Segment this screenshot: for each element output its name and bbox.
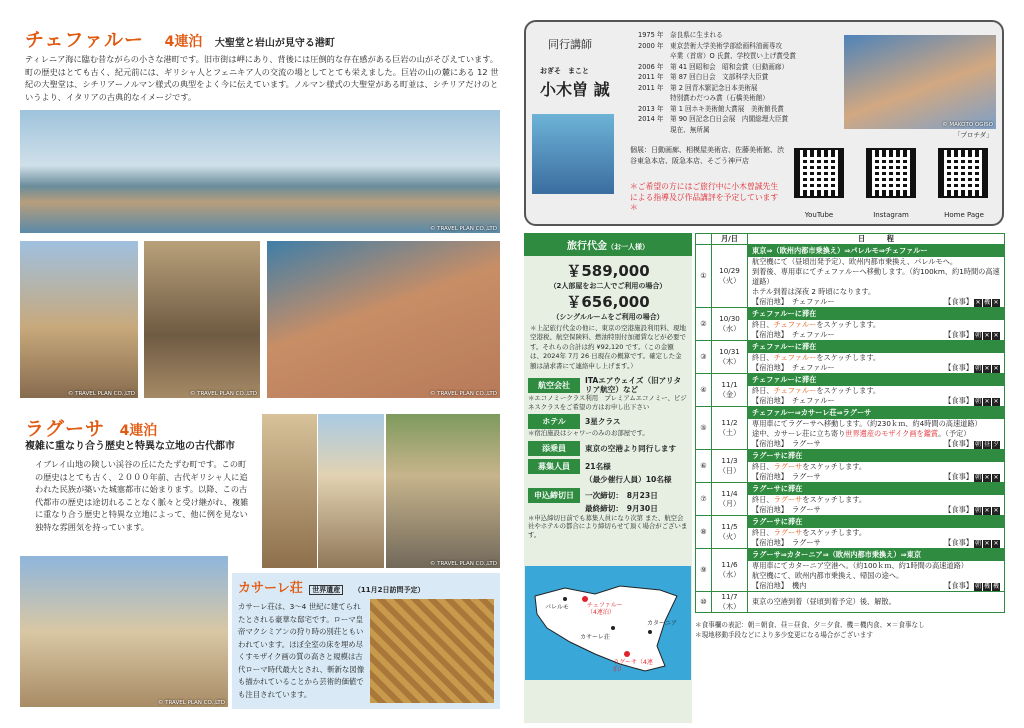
- stay-label: 【宿泊地】: [752, 439, 788, 448]
- meal-icon: 朝: [974, 441, 981, 448]
- stay-place: 機内: [791, 581, 807, 590]
- map-cefalu: チェファルー（4連泊）: [587, 602, 623, 616]
- itinerary-row: [696, 341, 1005, 374]
- price-row: [528, 376, 688, 411]
- day-footer: [748, 396, 1004, 406]
- day-schedule: [748, 592, 1005, 613]
- price-row: [528, 441, 688, 456]
- day-date: 10/31 （木）: [712, 341, 748, 374]
- stay-label: 【宿泊地】: [752, 581, 788, 590]
- day-number: ⑦: [696, 483, 712, 516]
- itinerary-row: [696, 374, 1005, 407]
- footnote-transport: ＊現地移動手段などにより多少変更になる場合がございます: [695, 631, 874, 639]
- day-number: ③: [696, 341, 712, 374]
- map-ragusa: ラグーサ（4連泊）: [613, 659, 653, 673]
- itinerary-row: [696, 245, 1005, 308]
- homepage-label: Home Page: [944, 211, 984, 219]
- career-text: 第 2 回青木繁記念日本美術展: [670, 83, 758, 92]
- meal-icon: 朝: [974, 332, 981, 339]
- instagram-qr[interactable]: [866, 148, 916, 198]
- career-row: [638, 93, 843, 104]
- stay-place: ラグーサ: [791, 505, 821, 514]
- day-number: ①: [696, 245, 712, 308]
- day-line: 終日、チェファルーをスケッチします。: [752, 386, 881, 395]
- price-single: ￥656,000: [566, 293, 650, 311]
- col-date: 月/日: [712, 234, 748, 245]
- meal-icon: ✕: [984, 474, 990, 481]
- day-footer: [748, 297, 1004, 307]
- meal-icon: ✕: [984, 540, 990, 547]
- itinerary-row: [696, 549, 1005, 592]
- day-line: 終日、ラグーサをスケッチします。: [752, 528, 867, 537]
- day-date: 11/5 （火）: [712, 516, 748, 549]
- photo-procida: © MAKOTO OGISO: [844, 35, 996, 129]
- photo-ragusa-street: [262, 414, 317, 568]
- photo-alley: © TRAVEL PLAN CO.,LTD: [144, 241, 260, 398]
- day-line: 途中、カサーレ荘に立ち寄り世界遺産のモザイク画を鑑賞。（予定）: [752, 429, 971, 438]
- ragusa-text: イブレイ山地の険しい渓谷の丘にたたずむ町です。この町の歴史はとても古く、２０００年前、古代ギリシャ人に追われた民族が築いた城塞都市に始まります。以降、この古代都市の歴史は途切れることなく脈々と受け継がれ、複雑に重なり合う歴史と特異な立地によって、他に例を見ない独特な雰囲気を持っています。: [35, 459, 249, 532]
- meal-label: 【食事】: [944, 396, 973, 405]
- photo-rooftops: © TRAVEL PLAN CO.,LTD: [267, 241, 500, 398]
- day-number: ⑧: [696, 516, 712, 549]
- meal-label: 【食事】: [944, 363, 973, 372]
- price-row-value: ITAエアウェイズ（旧アリタリア航空）など: [585, 376, 682, 395]
- price-row-value: 21名様: [585, 461, 611, 471]
- career-row: [638, 30, 843, 41]
- day-schedule: [748, 516, 1005, 549]
- meal-icon: 朝: [974, 474, 981, 481]
- procida-label: 「プロチダ」: [954, 131, 993, 139]
- instagram-label: Instagram: [873, 211, 909, 219]
- day-footer: [748, 363, 1004, 373]
- stay-label: 【宿泊地】: [752, 363, 788, 372]
- stay-label: 【宿泊地】: [752, 538, 788, 547]
- day-line: 専用車にてカターニア空港へ。（約100ｋｍ、約1時間の高速道路）: [752, 561, 968, 570]
- day-heading: ラグーサ⇒カターニア⇒（欧州内都市乗換え）⇒東京: [748, 549, 1004, 561]
- meal-icon: ✕: [993, 507, 999, 514]
- meal-icon: ✕: [984, 398, 990, 405]
- meal-icon: ✕: [984, 507, 990, 514]
- instructor-kana: おぎそ まこと: [540, 67, 589, 75]
- day-line: 航空機にて（昼頃出発予定）、欧州内都市乗換え、パレルモへ。: [752, 257, 958, 266]
- casale-box: [232, 573, 500, 709]
- day-heading: 東京⇒（欧州内都市乗換え）⇒パレルモ⇒チェファルー: [748, 245, 1004, 257]
- day-footer: [748, 538, 1004, 548]
- price-row-value2: 最終締切： 9月30日: [585, 503, 658, 513]
- day-heading: チェファルーに滞在: [748, 341, 1004, 353]
- career-row: [638, 104, 843, 115]
- map-palermo: パレルモ: [545, 604, 569, 611]
- youtube-label: YouTube: [804, 211, 834, 219]
- price-single-note: （シングルルームをご利用の場合）: [552, 313, 664, 321]
- map-catania: カターニア: [647, 620, 678, 627]
- itinerary-row: [696, 407, 1005, 450]
- meal-label: 【食事】: [944, 505, 973, 514]
- meal-label: 【食事】: [944, 538, 973, 547]
- day-footer: [748, 581, 1004, 591]
- meal-icon: ✕: [984, 332, 990, 339]
- price-row: [528, 488, 688, 540]
- exhibit-venues: 日動画廊、相模屋美術店、佐藤美術館、渋谷東急本店、阪急本店、そごう神戸店: [630, 146, 784, 165]
- day-date: 11/1 （金）: [712, 374, 748, 407]
- day-line: 終日、ラグーサをスケッチします。: [752, 462, 867, 471]
- meal-label: 【食事】: [944, 581, 973, 590]
- price-row-key: 航空会社: [528, 378, 580, 393]
- day-footer: [748, 439, 1004, 449]
- stay-place: ラグーサ: [791, 538, 821, 547]
- casale-title: カサーレ荘: [238, 581, 303, 596]
- itinerary-table: [695, 233, 1005, 613]
- career-row: [638, 51, 843, 62]
- cefalu-text: ティレニア海に臨む昔ながらの小さな港町です。旧市街は岬にあり、背後には圧倒的な存在感がある巨岩の山がそびえています。町の歴史はとても古く、紀元前には、ギリシャ人とフェニキア人の交流の場としてとても栄えました。巨岩の山の麓にある 12 世紀の大聖堂は、シチリアーノルマン様式の典型をよく今に伝えています。ノルマン様式の大聖堂がある町並は、シチリアだけのというより、イタリアの古典的なイメージです。: [25, 54, 499, 102]
- career-list: [638, 30, 843, 135]
- footnote-meals: ＊食事欄の表記：朝＝朝食、昼＝昼食、夕＝夕食、機＝機内食、✕＝食事なし: [695, 621, 925, 629]
- career-year: 2013 年: [638, 104, 664, 113]
- itinerary-row: [696, 308, 1005, 341]
- col-schedule: 日 程: [748, 234, 1005, 245]
- day-number: ⑤: [696, 407, 712, 450]
- career-year: [638, 125, 670, 136]
- day-schedule: [748, 341, 1005, 374]
- career-row: [638, 62, 843, 73]
- meal-icon: 昼: [983, 441, 990, 448]
- meal-icon: ✕: [984, 365, 990, 372]
- career-row: [638, 41, 843, 52]
- homepage-qr[interactable]: [938, 148, 988, 198]
- career-text: 特別賞わだつみ賞（石橋美術館）: [670, 94, 769, 102]
- career-text: 現在、無所属: [670, 125, 710, 134]
- price-row-key: 申込締切日: [528, 488, 580, 503]
- ragusa-title: ラグーサ: [25, 418, 106, 440]
- career-row: [638, 83, 843, 94]
- cefalu-header: [25, 25, 505, 52]
- price-double: ￥589,000: [566, 262, 650, 280]
- career-year: 2011 年: [638, 83, 664, 92]
- photo-cathedral: [318, 414, 384, 568]
- career-year: 2011 年: [638, 73, 664, 81]
- day-date: 11/3 （日）: [712, 450, 748, 483]
- day-line: 終日、チェファルーをスケッチします。: [752, 320, 881, 329]
- career-year: 2014 年: [638, 115, 664, 123]
- ragusa-subtitle: 複雑に重なり合う歴史と特異な立地の古代都市: [25, 441, 235, 452]
- youtube-qr[interactable]: [794, 148, 844, 198]
- meal-icon: 朝: [974, 365, 981, 372]
- meal-icon: ✕: [993, 365, 999, 372]
- career-text: 第 1 回ホキ美術館大賞展 美術館長賞: [670, 104, 784, 113]
- casale-date: （11月2日訪問予定）: [353, 586, 425, 594]
- career-row: [638, 72, 843, 83]
- meal-icon: 朝: [974, 398, 981, 405]
- instructor-note: ＊ご希望の方にはご旅行中に小木曽誠先生による指導及び作品講評を予定しています＊: [630, 182, 779, 212]
- day-footer: [748, 505, 1004, 515]
- day-schedule: [748, 245, 1005, 308]
- price-row-value: 一次締切： 8月23日: [585, 490, 658, 500]
- career-text: 第 90 回記念白日会展 内閣総理大臣賞: [670, 115, 789, 123]
- day-number: ⑥: [696, 450, 712, 483]
- cefalu-subtitle: 大聖堂と岩山が見守る港町: [214, 38, 335, 49]
- stay-place: チェファルー: [791, 330, 835, 339]
- day-number: ⑨: [696, 549, 712, 592]
- career-year: 2000 年: [638, 41, 664, 50]
- exhibit-label: 個展：: [630, 146, 651, 154]
- price-rows: [524, 376, 692, 540]
- meal-label: 【食事】: [944, 330, 973, 339]
- casale-text: カサーレ荘は、3〜4 世紀に建てられたとされる豪華な邸宅です。ローマ皇帝マクシミアンの狩り時の別荘ともいわれています。ほぼ全室の床を埋め尽くすモザイク画の質の高さと規模は古代ローマ時代最大とされ、斬新な図像も描かれていることから芸術的価値でも注目されています。: [238, 602, 365, 699]
- day-number: ⑩: [696, 592, 712, 613]
- price-row-value: 東京の空港より同行します: [585, 443, 677, 453]
- price-row: [528, 414, 688, 438]
- itinerary: [695, 233, 1005, 639]
- stay-label: 【宿泊地】: [752, 297, 788, 306]
- career-year: 1975 年: [638, 31, 664, 39]
- career-row: [638, 114, 843, 125]
- career-text: 東京芸術大学美術学部絵画科油画専攻: [670, 41, 783, 50]
- cefalu-title: チェファルー: [25, 29, 145, 51]
- day-schedule: [748, 549, 1005, 592]
- itinerary-row: [696, 450, 1005, 483]
- exhibit: [630, 145, 790, 166]
- meal-icon: 朝: [974, 540, 981, 547]
- day-heading: チェファルーに滞在: [748, 308, 1004, 320]
- day-number: ④: [696, 374, 712, 407]
- day-date: 11/4 （月）: [712, 483, 748, 516]
- price-row-note: ＊エコノミークラス利用 プレミアムエコノミー、ビジネスクラスをご希望の方はお申し出下さい: [528, 394, 687, 411]
- price-row-value: 3星クラス: [585, 417, 621, 427]
- day-heading: ラグーサに滞在: [748, 450, 1004, 462]
- col-no: [696, 234, 712, 245]
- day-date: 10/29 （火）: [712, 245, 748, 308]
- ragusa-nights: 4連泊: [119, 423, 158, 439]
- day-number: ②: [696, 308, 712, 341]
- day-footer: [748, 472, 1004, 482]
- instructor-heading: 同行講師: [548, 38, 592, 51]
- day-schedule: [748, 308, 1005, 341]
- day-schedule: [748, 374, 1005, 407]
- meal-icon: 朝: [974, 507, 981, 514]
- day-date: 11/6 （水）: [712, 549, 748, 592]
- meal-label: 【食事】: [944, 439, 973, 448]
- photo-gate: © TRAVEL PLAN CO.,LTD: [386, 414, 500, 568]
- career-row: [638, 125, 843, 136]
- pin-ragusa: [624, 651, 630, 657]
- photo-mosaic: [370, 599, 494, 703]
- day-date: 10/30 （水）: [712, 308, 748, 341]
- photo-cefalu-panorama: © TRAVEL PLAN CO.,LTD: [20, 110, 500, 233]
- stay-place: ラグーサ: [791, 472, 821, 481]
- instructor-box: [524, 20, 1004, 226]
- meal-icon: ✕: [993, 299, 999, 306]
- stay-place: チェファルー: [791, 396, 835, 405]
- stay-place: チェファルー: [791, 363, 835, 372]
- itinerary-row: [696, 592, 1005, 613]
- day-line: 終日、ラグーサをスケッチします。: [752, 495, 867, 504]
- map-casale: カサーレ荘: [580, 634, 610, 641]
- day-schedule: [748, 407, 1005, 450]
- day-heading: ラグーサに滞在: [748, 516, 1004, 528]
- price-row-value2: （最少催行人員）10名様: [585, 474, 672, 484]
- price-row-note: ＊宿泊施設はシャワーのみのお部屋です。: [528, 429, 649, 438]
- meal-icon: 朝: [974, 583, 981, 590]
- stay-place: ラグーサ: [791, 439, 821, 448]
- day-line: 東京の空港到着（昼頃到着予定）後、解散。: [752, 597, 896, 606]
- meal-icon: ✕: [993, 474, 999, 481]
- pin-palermo: [563, 597, 567, 601]
- day-heading: チェファルー⇒カサーレ荘⇒ラグーサ: [748, 407, 1004, 419]
- meal-icon: 夕: [992, 441, 999, 448]
- day-schedule: [748, 450, 1005, 483]
- meal-icon: ✕: [993, 332, 999, 339]
- price-note: ＊上記旅行代金の他に、東京の空港施設利用料、現地空港税、航空保険料、燃油特別付加運賃などが必要です。それらの合計は約 ¥92,120 です。（この金額は、2024年 7月 26 日現在の概算です。確定した金額は請求書にて連絡申し上げます。）: [530, 324, 686, 370]
- day-line: 到着後、専用車にてチェファルーへ移動します。（約100km、約1時間の高速道路）: [752, 267, 1000, 286]
- photo-instructor: [532, 114, 614, 194]
- career-year: 2006 年: [638, 62, 664, 71]
- meal-label: 【食事】: [944, 472, 973, 481]
- price-heading: 旅行代金（お一人様）: [524, 233, 692, 256]
- day-date: 11/7 （木）: [712, 592, 748, 613]
- stay-label: 【宿泊地】: [752, 472, 788, 481]
- meal-icon: 機: [983, 299, 990, 306]
- meal-icon: ✕: [993, 398, 999, 405]
- career-text: 第 41 回昭和会 昭和会賞（日動画廊）: [670, 62, 789, 71]
- day-footer: [748, 330, 1004, 340]
- price-row-key: ホテル: [528, 414, 580, 429]
- day-heading: ラグーサに滞在: [748, 483, 1004, 495]
- meal-icon: ✕: [993, 540, 999, 547]
- day-line: 終日、チェファルーをスケッチします。: [752, 353, 881, 362]
- day-date: 11/2 （土）: [712, 407, 748, 450]
- price-row-note: ＊申込締切日前でも募集人員になり次第 また、航空会社やホテルの都合により締切らせて頂く場合がございます。: [528, 513, 688, 539]
- sicily-map: [525, 566, 691, 680]
- price-row: [528, 459, 688, 485]
- meal-label: 【食事】: [944, 297, 973, 306]
- meal-icon: 機: [983, 583, 990, 590]
- stay-label: 【宿泊地】: [752, 396, 788, 405]
- meal-icon: ✕: [975, 299, 981, 306]
- career-text: 奈良県に生まれる: [670, 31, 723, 39]
- instructor-name: 小木曽 誠: [540, 80, 610, 99]
- itinerary-row: [696, 516, 1005, 549]
- career-year: [638, 51, 670, 62]
- career-text: 第 87 回白日会 文部科学大臣賞: [670, 73, 769, 81]
- day-line: 専用車にてラグーサへ移動します。（約230ｋｍ、約4時間の高速道路）: [752, 419, 982, 428]
- day-schedule: [748, 483, 1005, 516]
- stay-label: 【宿泊地】: [752, 330, 788, 339]
- pin-casale: [611, 626, 615, 630]
- day-heading: チェファルーに滞在: [748, 374, 1004, 386]
- stay-place: チェファルー: [791, 297, 835, 306]
- stay-label: 【宿泊地】: [752, 505, 788, 514]
- cefalu-nights: 4連泊: [164, 34, 203, 50]
- meal-icon: 機: [992, 583, 999, 590]
- price-double-note: （2人部屋をお二人でご利用の場合）: [549, 282, 667, 290]
- career-text: 卒業（首席）O 氏賞、学校買い上げ賞受賞: [670, 52, 796, 60]
- photo-boats: © TRAVEL PLAN CO.,LTD: [20, 241, 138, 398]
- world-heritage-badge: 世界遺産: [309, 585, 343, 595]
- pin-catania: [648, 630, 652, 634]
- career-year: [638, 93, 670, 104]
- day-line: ホテル到着は深夜 2 時頃になります。: [752, 287, 876, 296]
- price-row-key: 募集人員: [528, 459, 580, 474]
- price-row-key: 添乗員: [528, 441, 580, 456]
- day-line: 航空機にて、欧州内都市乗換え、帰国の途へ。: [752, 571, 904, 580]
- itinerary-row: [696, 483, 1005, 516]
- photo-ragusa-tower: © TRAVEL PLAN CO.,LTD: [20, 556, 228, 707]
